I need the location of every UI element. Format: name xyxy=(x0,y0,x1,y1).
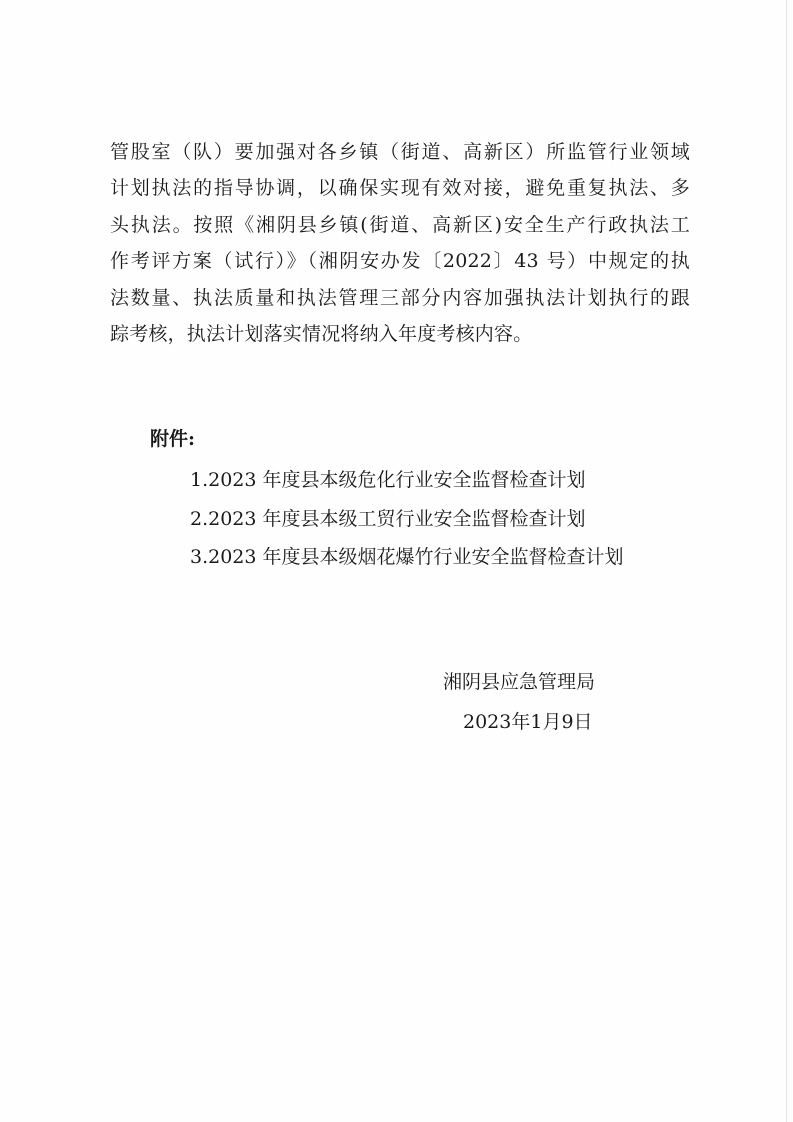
attachment-item: 1.2023 年度县本级危化行业安全监督检查计划 xyxy=(190,469,586,491)
body-line: 作考评方案（试行）》（湘阴安办发〔2022〕43 号）中规定的执 xyxy=(110,250,690,273)
body-line: 法数量、执法质量和执法管理三部分内容加强执法计划执行的跟 xyxy=(110,286,690,309)
attachments-list xyxy=(190,461,624,577)
body-line: 计划执法的指导协调，以确保实现有效对接，避免重复执法、多 xyxy=(110,177,690,200)
signature-organization: 湘阴县应急管理局 xyxy=(443,671,596,693)
body-line: 管股室（队）要加强对各乡镇（街道、高新区）所监管行业领域 xyxy=(110,141,690,163)
body-line: 头执法。按照《湘阴县乡镇(街道、高新区)安全生产行政执法工 xyxy=(110,213,690,236)
body-line: 踪考核，执法计划落实情况将纳入年度考核内容。 xyxy=(110,323,533,346)
body-paragraph xyxy=(110,134,690,352)
page-edge xyxy=(786,0,787,1122)
signature-date: 2023年1月9日 xyxy=(463,711,593,733)
attachment-item: 2.2023 年度县本级工贸行业安全监督检查计划 xyxy=(190,507,586,530)
attachment-item: 3.2023 年度县本级烟花爆竹行业安全监督检查计划 xyxy=(190,546,624,568)
attachments-title: 附件: xyxy=(150,428,196,450)
